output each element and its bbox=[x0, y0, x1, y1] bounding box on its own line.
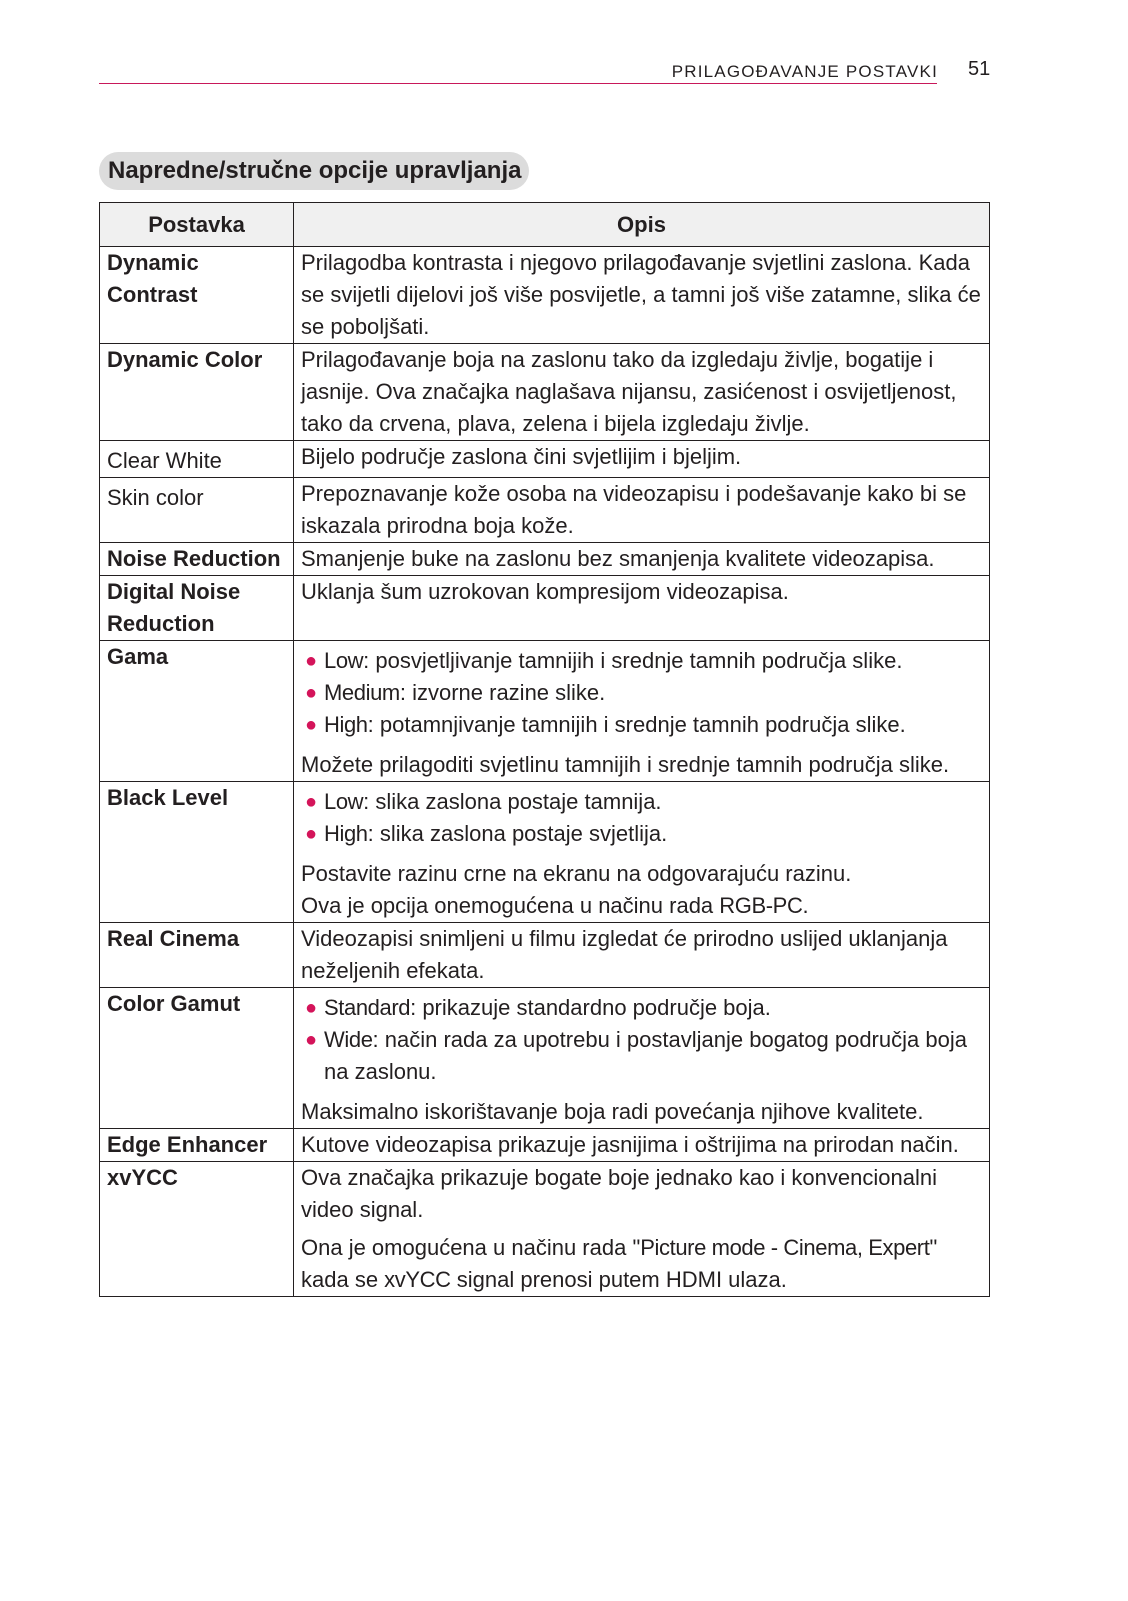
setting-description-text: Ova značajka prikazuje bogate boje jednako kao i konvencionalni video signal. bbox=[301, 1165, 937, 1222]
option-term: Low bbox=[324, 789, 364, 814]
option-term: High bbox=[324, 821, 368, 846]
bullet-dot-icon: ● bbox=[305, 682, 318, 704]
setting-name: Clear White bbox=[100, 441, 294, 478]
setting-note: Maksimalno iskorištavanje boja radi povećanja njihove kvalitete. bbox=[301, 1099, 924, 1124]
option-item bbox=[301, 992, 982, 1024]
setting-name: Edge Enhancer bbox=[100, 1129, 294, 1162]
table-row bbox=[100, 247, 990, 344]
setting-name: Color Gamut bbox=[100, 988, 294, 1129]
table-row bbox=[100, 543, 990, 576]
note-term: Picture mode - Cinema, Expert bbox=[640, 1235, 930, 1260]
option-term: Low bbox=[324, 648, 364, 673]
option-text: : potamnjivanje tamnijih i srednje tamnih područja slike. bbox=[367, 712, 906, 737]
table-row bbox=[100, 576, 990, 641]
setting-name: Gama bbox=[100, 641, 294, 782]
setting-description: Prilagođavanje boja na zaslonu tako da izgledaju življe, bogatije i jasnije. Ova značajka naglašava nijansu, zasićenost i osvijetljenost, tako da crvena, plava, zelena i bijela izgledaju življe. bbox=[294, 344, 990, 441]
option-item bbox=[301, 709, 982, 741]
option-text: : način rada za upotrebu i postavljanje bogatog područja boja na zaslonu. bbox=[324, 1027, 967, 1084]
option-text: : slika zaslona postaje svjetlija. bbox=[367, 821, 668, 846]
setting-name: Digital Noise Reduction bbox=[100, 576, 294, 641]
setting-description: Prilagodba kontrasta i njegovo prilagođavanje svjetlini zaslona. Kada se svijetli dijelovi još više posvijetle, a tamni još više zatamne, slika će se poboljšati. bbox=[294, 247, 990, 344]
setting-name: Dynamic Contrast bbox=[100, 247, 294, 344]
note-text: signal prenosi putem HDMI ulaza. bbox=[450, 1267, 787, 1292]
option-text: : posvjetljivanje tamnijih i srednje tamnih područja slike. bbox=[363, 648, 903, 673]
table-row bbox=[100, 1129, 990, 1162]
setting-description: Videozapisi snimljeni u filmu izgledat će prirodno uslijed uklanjanja neželjenih efekata. bbox=[294, 923, 990, 988]
bullet-dot-icon: ● bbox=[305, 997, 318, 1019]
option-item bbox=[301, 1024, 982, 1088]
option-item bbox=[301, 786, 982, 818]
setting-name: Black Level bbox=[100, 782, 294, 923]
table-row bbox=[100, 478, 990, 543]
bullet-dot-icon: ● bbox=[305, 791, 318, 813]
setting-name: xvYCC bbox=[100, 1162, 294, 1297]
setting-description: Prepoznavanje kože osoba na videozapisu i podešavanje kako bi se iskazala prirodna boja kože. bbox=[294, 478, 990, 543]
option-term: Medium bbox=[324, 680, 400, 705]
setting-note bbox=[301, 1232, 982, 1296]
bullet-dot-icon: ● bbox=[305, 823, 318, 845]
section-heading: Napredne/stručne opcije upravljanja bbox=[99, 152, 529, 190]
setting-name: Skin color bbox=[100, 478, 294, 543]
note-term: RGB-PC bbox=[719, 893, 803, 918]
setting-description: Uklanja šum uzrokovan kompresijom videozapisa. bbox=[294, 576, 990, 641]
table-row bbox=[100, 782, 990, 923]
option-term: Wide bbox=[324, 1027, 373, 1052]
option-item bbox=[301, 818, 982, 850]
option-list bbox=[301, 786, 982, 850]
table-row bbox=[100, 441, 990, 478]
note-term: xvYCC bbox=[384, 1267, 451, 1292]
setting-description: Smanjenje buke na zaslonu bez smanjenja kvalitete videozapisa. bbox=[294, 543, 990, 576]
table-row bbox=[100, 923, 990, 988]
running-header-title: PRILAGOĐAVANJE POSTAVKI bbox=[671, 62, 938, 81]
table-row bbox=[100, 344, 990, 441]
option-text: : izvorne razine slike. bbox=[399, 680, 606, 705]
column-header-setting: Postavka bbox=[100, 203, 294, 247]
table-row bbox=[100, 641, 990, 782]
bullet-dot-icon: ● bbox=[305, 714, 318, 736]
option-list bbox=[301, 992, 982, 1088]
option-list bbox=[301, 645, 982, 741]
settings-table bbox=[99, 202, 990, 1297]
note-text: Ona je omogućena u načinu rada " bbox=[301, 1235, 641, 1260]
bullet-dot-icon: ● bbox=[305, 650, 318, 672]
header-rule bbox=[99, 83, 937, 84]
option-term: High bbox=[324, 712, 368, 737]
option-item bbox=[301, 677, 982, 709]
setting-name: Dynamic Color bbox=[100, 344, 294, 441]
setting-description bbox=[294, 988, 990, 1129]
setting-description bbox=[294, 641, 990, 782]
setting-description: Kutove videozapisa prikazuje jasnijima i oštrijima na prirodan način. bbox=[294, 1129, 990, 1162]
option-text: : prikazuje standardno područje boja. bbox=[410, 995, 771, 1020]
page-number: 51 bbox=[968, 58, 991, 80]
table-row bbox=[100, 988, 990, 1129]
setting-name: Real Cinema bbox=[100, 923, 294, 988]
note-text: " kada se bbox=[301, 1235, 938, 1292]
setting-description: Bijelo područje zaslona čini svjetlijim i bjeljim. bbox=[294, 441, 990, 478]
column-header-description: Opis bbox=[294, 203, 990, 247]
bullet-dot-icon: ● bbox=[305, 1029, 318, 1051]
setting-name: Noise Reduction bbox=[100, 543, 294, 576]
option-text: : slika zaslona postaje tamnija. bbox=[363, 789, 662, 814]
option-item bbox=[301, 645, 982, 677]
setting-note bbox=[301, 890, 982, 922]
option-term: Standard bbox=[324, 995, 411, 1020]
table-row bbox=[100, 1162, 990, 1297]
setting-note: Postavite razinu crne na ekranu na odgovarajuću razinu. bbox=[301, 861, 852, 886]
note-text: . bbox=[802, 893, 809, 918]
setting-description bbox=[294, 1162, 990, 1297]
note-text: Ova je opcija onemogućena u načinu rada bbox=[301, 893, 720, 918]
table-header-row bbox=[100, 203, 990, 247]
setting-description bbox=[294, 782, 990, 923]
setting-note: Možete prilagoditi svjetlinu tamnijih i srednje tamnih područja slike. bbox=[301, 752, 950, 777]
